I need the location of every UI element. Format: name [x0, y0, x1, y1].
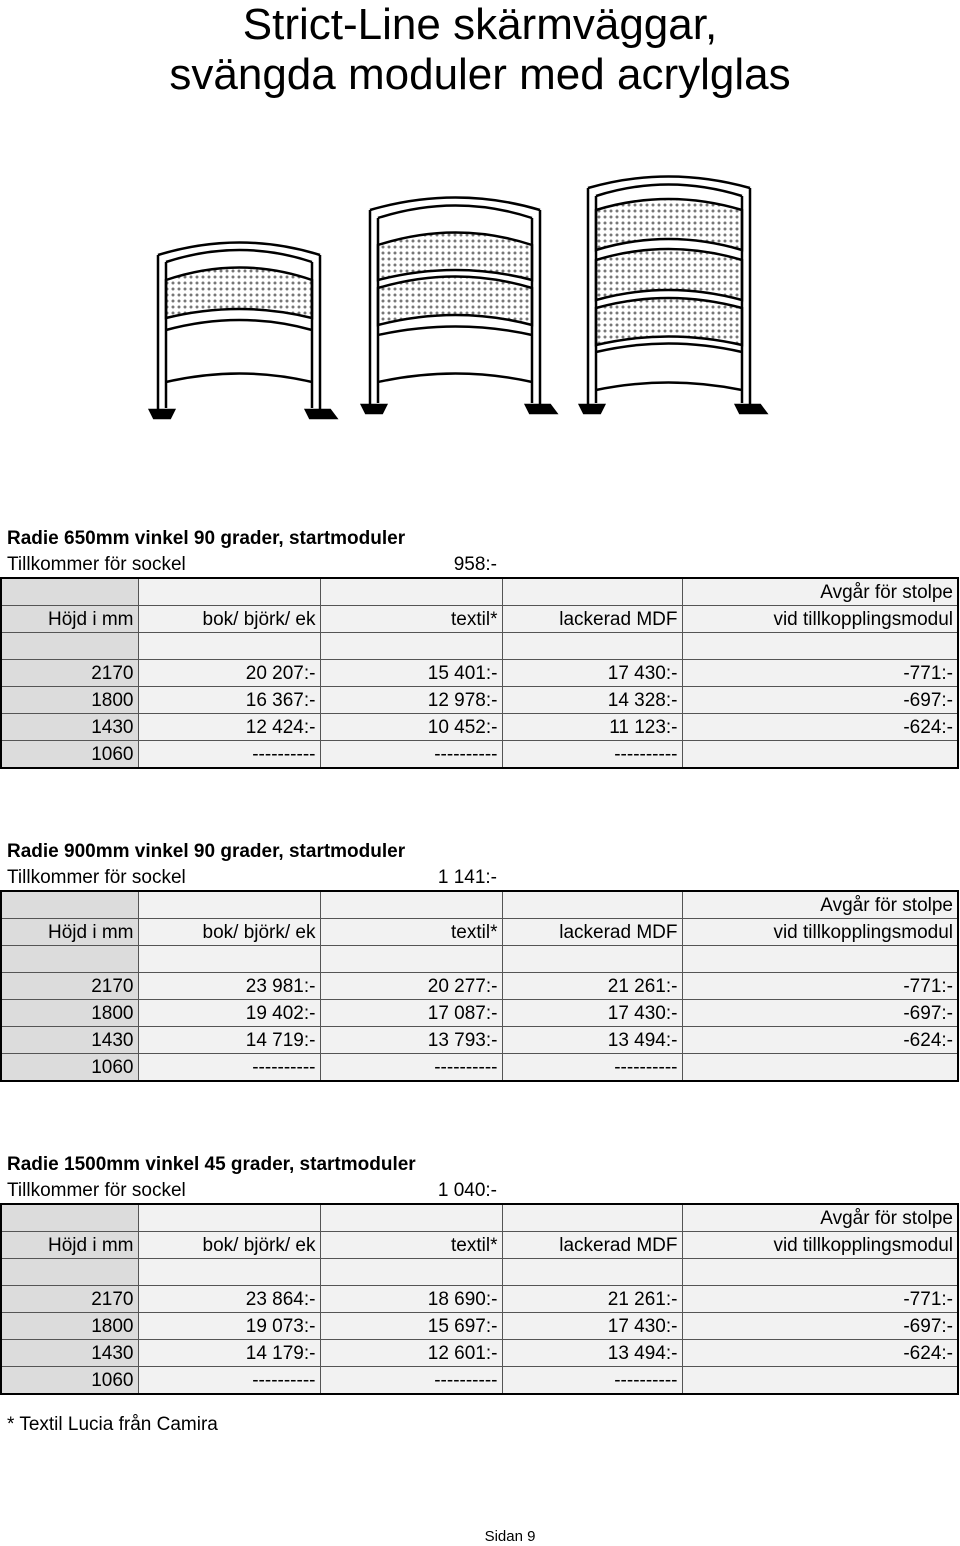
header-row-cell-3: lackerad MDF	[502, 919, 682, 946]
header-row-cell-0: Höjd i mm	[1, 919, 138, 946]
header-row-cell-3: lackerad MDF	[502, 1232, 682, 1259]
tall-module-drawing	[580, 177, 766, 414]
product-illustration	[140, 160, 780, 430]
page-number: Sidan 9	[484, 1528, 536, 1545]
header-row-cell-1: bok/ björk/ ek	[138, 919, 320, 946]
table-row-cell-4: -697:-	[682, 687, 958, 714]
header-row-cell-4: vid tillkopplingsmodul	[682, 1232, 958, 1259]
table-row	[1, 973, 958, 1000]
price-table	[0, 890, 959, 1082]
table-row-cell-2: 15 401:-	[320, 660, 502, 687]
table-row	[1, 1313, 958, 1340]
table-row-cell-0: 1430	[1, 1027, 138, 1054]
table-row-cell-1: 23 864:-	[138, 1286, 320, 1313]
header-row-cell-2: textil*	[320, 606, 502, 633]
table-row-cell-2: 10 452:-	[320, 714, 502, 741]
table-row	[1, 1340, 958, 1367]
table-row	[1, 1286, 958, 1313]
table-row-cell-4: -771:-	[682, 1286, 958, 1313]
section-heading: Radie 900mm vinkel 90 grader, startmoduler	[7, 841, 406, 862]
header-row-top-cell-3	[502, 1204, 682, 1232]
table-row-cell-0: 1060	[1, 1367, 138, 1395]
medium-module-drawing	[362, 198, 556, 414]
table-row	[1, 660, 958, 687]
table-row-cell-0: 1060	[1, 1054, 138, 1082]
header-row-top-cell-4: Avgår för stolpe	[682, 891, 958, 919]
table-row-cell-1: 19 073:-	[138, 1313, 320, 1340]
header-row-top-cell-2	[320, 1204, 502, 1232]
header-row-top	[1, 891, 958, 919]
section-heading: Radie 1500mm vinkel 45 grader, startmoduler	[7, 1154, 416, 1175]
table-row-cell-2: 12 601:-	[320, 1340, 502, 1367]
table-row-cell-4: -771:-	[682, 973, 958, 1000]
table-row-cell-0: 2170	[1, 973, 138, 1000]
table-row-cell-2: ----------	[320, 741, 502, 769]
spacer-row	[1, 633, 958, 660]
spacer-row-cell-1	[138, 1259, 320, 1286]
table-row-cell-3: 21 261:-	[502, 973, 682, 1000]
table-row-cell-2: ----------	[320, 1367, 502, 1395]
header-row-cell-1: bok/ björk/ ek	[138, 606, 320, 633]
table-row-cell-0: 1800	[1, 687, 138, 714]
spacer-row-cell-1	[138, 946, 320, 973]
table-row-cell-4	[682, 1054, 958, 1082]
spacer-row-cell-3	[502, 1259, 682, 1286]
table-row-cell-1: ----------	[138, 741, 320, 769]
spacer-row-cell-1	[138, 633, 320, 660]
sockel-price: 958:-	[453, 554, 497, 575]
header-row-top-cell-1	[138, 578, 320, 606]
header-row-cell-1: bok/ björk/ ek	[138, 1232, 320, 1259]
spacer-row-cell-2	[320, 633, 502, 660]
header-row-cell-4: vid tillkopplingsmodul	[682, 606, 958, 633]
table-row-cell-4: -771:-	[682, 660, 958, 687]
table-row-cell-4: -624:-	[682, 1340, 958, 1367]
table-row-cell-0: 1800	[1, 1000, 138, 1027]
table-row-cell-4	[682, 1367, 958, 1395]
header-row-cell-2: textil*	[320, 1232, 502, 1259]
header-row-top-cell-2	[320, 891, 502, 919]
spacer-row-cell-3	[502, 946, 682, 973]
header-row-cell-0: Höjd i mm	[1, 606, 138, 633]
spacer-row	[1, 1259, 958, 1286]
header-row-top-cell-3	[502, 578, 682, 606]
spacer-row-cell-0	[1, 1259, 138, 1286]
table-row-cell-3: 11 123:-	[502, 714, 682, 741]
sockel-label: Tillkommer för sockel	[7, 1180, 186, 1201]
table-row-cell-3: 13 494:-	[502, 1340, 682, 1367]
spacer-row	[1, 946, 958, 973]
table-row-cell-1: ----------	[138, 1367, 320, 1395]
sockel-label: Tillkommer för sockel	[7, 867, 186, 888]
spacer-row-cell-2	[320, 946, 502, 973]
header-row-cell-4: vid tillkopplingsmodul	[682, 919, 958, 946]
table-row-cell-1: 12 424:-	[138, 714, 320, 741]
table-row-cell-3: 21 261:-	[502, 1286, 682, 1313]
table-row-cell-3: 14 328:-	[502, 687, 682, 714]
page-title-line-2: svängda moduler med acrylglas	[169, 50, 791, 99]
table-row-cell-3: ----------	[502, 741, 682, 769]
table-row-cell-2: 15 697:-	[320, 1313, 502, 1340]
table-row-cell-0: 1430	[1, 1340, 138, 1367]
spacer-row-cell-0	[1, 633, 138, 660]
spacer-row-cell-2	[320, 1259, 502, 1286]
table-row-cell-2: 17 087:-	[320, 1000, 502, 1027]
header-row-top-cell-4: Avgår för stolpe	[682, 578, 958, 606]
table-row-cell-1: 14 179:-	[138, 1340, 320, 1367]
table-row-cell-2: 20 277:-	[320, 973, 502, 1000]
table-row	[1, 714, 958, 741]
header-row-top-cell-3	[502, 891, 682, 919]
footnote: * Textil Lucia från Camira	[7, 1414, 218, 1435]
table-row-cell-3: ----------	[502, 1367, 682, 1395]
table-row-cell-1: 23 981:-	[138, 973, 320, 1000]
table-row	[1, 741, 958, 769]
table-row-cell-1: 20 207:-	[138, 660, 320, 687]
table-row-cell-1: 14 719:-	[138, 1027, 320, 1054]
header-row-top-cell-0	[1, 578, 138, 606]
sockel-price: 1 040:-	[437, 1180, 497, 1201]
table-row-cell-0: 2170	[1, 1286, 138, 1313]
small-module-drawing	[150, 243, 336, 419]
header-row-cell-0: Höjd i mm	[1, 1232, 138, 1259]
table-row-cell-2: 18 690:-	[320, 1286, 502, 1313]
spacer-row-cell-0	[1, 946, 138, 973]
header-row	[1, 606, 958, 633]
table-row-cell-0: 1430	[1, 714, 138, 741]
table-row	[1, 1000, 958, 1027]
header-row-cell-2: textil*	[320, 919, 502, 946]
header-row-top	[1, 578, 958, 606]
price-table	[0, 1203, 959, 1395]
header-row	[1, 919, 958, 946]
table-row-cell-3: 17 430:-	[502, 660, 682, 687]
header-row-top-cell-4: Avgår för stolpe	[682, 1204, 958, 1232]
table-row-cell-2: 12 978:-	[320, 687, 502, 714]
table-row-cell-1: 16 367:-	[138, 687, 320, 714]
header-row-top-cell-2	[320, 578, 502, 606]
table-row	[1, 1027, 958, 1054]
table-row-cell-4: -697:-	[682, 1000, 958, 1027]
spacer-row-cell-4	[682, 633, 958, 660]
header-row	[1, 1232, 958, 1259]
table-row-cell-4: -697:-	[682, 1313, 958, 1340]
header-row-cell-3: lackerad MDF	[502, 606, 682, 633]
table-row-cell-1: 19 402:-	[138, 1000, 320, 1027]
header-row-top-cell-0	[1, 891, 138, 919]
table-row	[1, 1367, 958, 1395]
table-row-cell-0: 2170	[1, 660, 138, 687]
price-table	[0, 577, 959, 769]
sockel-label: Tillkommer för sockel	[7, 554, 186, 575]
table-row-cell-3: 17 430:-	[502, 1313, 682, 1340]
header-row-top-cell-1	[138, 1204, 320, 1232]
table-row-cell-3: 17 430:-	[502, 1000, 682, 1027]
spacer-row-cell-3	[502, 633, 682, 660]
page-title-line-1: Strict-Line skärmväggar,	[242, 0, 718, 49]
table-row-cell-4	[682, 741, 958, 769]
table-row-cell-1: ----------	[138, 1054, 320, 1082]
section-heading: Radie 650mm vinkel 90 grader, startmoduler	[7, 528, 406, 549]
table-row-cell-3: ----------	[502, 1054, 682, 1082]
table-row	[1, 1054, 958, 1082]
sockel-price: 1 141:-	[437, 867, 497, 888]
table-row-cell-0: 1800	[1, 1313, 138, 1340]
header-row-top-cell-0	[1, 1204, 138, 1232]
table-row	[1, 687, 958, 714]
table-row-cell-2: 13 793:-	[320, 1027, 502, 1054]
table-row-cell-0: 1060	[1, 741, 138, 769]
header-row-top	[1, 1204, 958, 1232]
table-row-cell-4: -624:-	[682, 714, 958, 741]
spacer-row-cell-4	[682, 1259, 958, 1286]
table-row-cell-2: ----------	[320, 1054, 502, 1082]
header-row-top-cell-1	[138, 891, 320, 919]
spacer-row-cell-4	[682, 946, 958, 973]
table-row-cell-3: 13 494:-	[502, 1027, 682, 1054]
table-row-cell-4: -624:-	[682, 1027, 958, 1054]
